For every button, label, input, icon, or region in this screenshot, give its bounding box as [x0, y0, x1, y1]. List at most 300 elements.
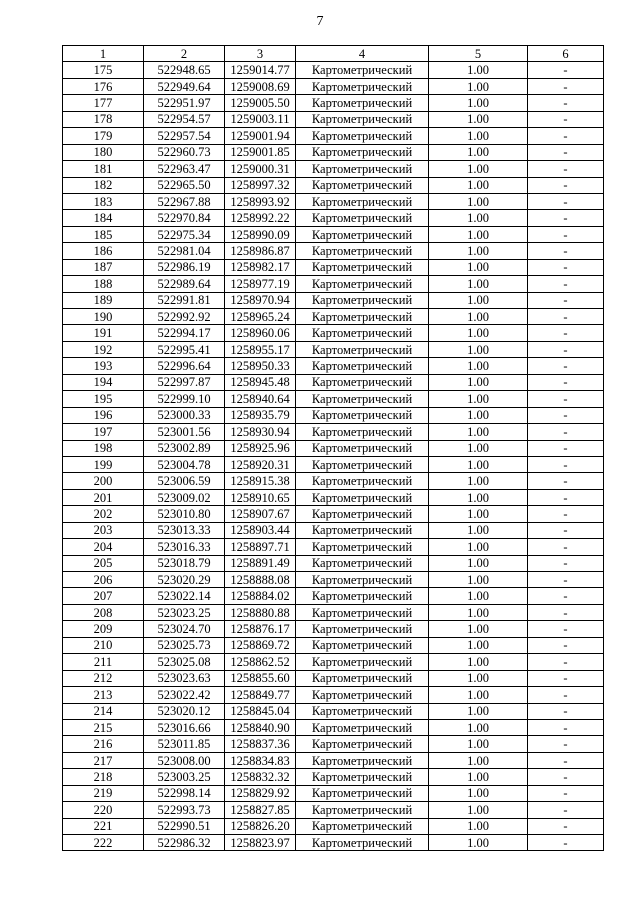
cell-note: -: [528, 835, 604, 851]
cell-x-coordinate: 523025.08: [144, 654, 225, 670]
cell-accuracy: 1.00: [429, 177, 528, 193]
cell-method: Картометрический: [296, 769, 429, 785]
cell-x-coordinate: 522948.65: [144, 62, 225, 78]
cell-accuracy: 1.00: [429, 522, 528, 538]
table-row: [63, 802, 604, 818]
cell-x-coordinate: 523023.25: [144, 604, 225, 620]
cell-accuracy: 1.00: [429, 539, 528, 555]
cell-note: -: [528, 506, 604, 522]
cell-point-number: 187: [63, 259, 144, 275]
cell-x-coordinate: 523000.33: [144, 407, 225, 423]
cell-method: Картометрический: [296, 95, 429, 111]
cell-method: Картометрический: [296, 210, 429, 226]
cell-method: Картометрический: [296, 522, 429, 538]
column-header-x-coordinate: 2: [144, 46, 225, 62]
cell-method: Картометрический: [296, 358, 429, 374]
table-row: [63, 736, 604, 752]
cell-y-coordinate: 1258826.20: [225, 818, 296, 834]
cell-accuracy: 1.00: [429, 637, 528, 653]
cell-note: -: [528, 621, 604, 637]
table-row: [63, 309, 604, 325]
cell-point-number: 199: [63, 456, 144, 472]
cell-note: -: [528, 407, 604, 423]
table-row: [63, 572, 604, 588]
cell-point-number: 185: [63, 226, 144, 242]
cell-method: Картометрический: [296, 588, 429, 604]
cell-x-coordinate: 522951.97: [144, 95, 225, 111]
table-row: [63, 325, 604, 341]
cell-note: -: [528, 226, 604, 242]
cell-x-coordinate: 523009.02: [144, 489, 225, 505]
cell-accuracy: 1.00: [429, 670, 528, 686]
cell-y-coordinate: 1259008.69: [225, 78, 296, 94]
cell-note: -: [528, 276, 604, 292]
cell-y-coordinate: 1258869.72: [225, 637, 296, 653]
cell-point-number: 192: [63, 341, 144, 357]
cell-y-coordinate: 1259003.11: [225, 111, 296, 127]
cell-accuracy: 1.00: [429, 424, 528, 440]
table-row: [63, 555, 604, 571]
cell-point-number: 189: [63, 292, 144, 308]
cell-x-coordinate: 522975.34: [144, 226, 225, 242]
cell-accuracy: 1.00: [429, 309, 528, 325]
cell-y-coordinate: 1258832.32: [225, 769, 296, 785]
cell-x-coordinate: 523023.63: [144, 670, 225, 686]
cell-x-coordinate: 522994.17: [144, 325, 225, 341]
cell-note: -: [528, 424, 604, 440]
cell-x-coordinate: 522960.73: [144, 144, 225, 160]
cell-note: -: [528, 572, 604, 588]
cell-note: -: [528, 473, 604, 489]
cell-point-number: 190: [63, 309, 144, 325]
table-row: [63, 719, 604, 735]
table-row: [63, 210, 604, 226]
cell-accuracy: 1.00: [429, 226, 528, 242]
cell-point-number: 214: [63, 703, 144, 719]
cell-method: Картометрический: [296, 719, 429, 735]
cell-method: Картометрический: [296, 687, 429, 703]
cell-method: Картометрический: [296, 292, 429, 308]
cell-x-coordinate: 522997.87: [144, 374, 225, 390]
table-row: [63, 473, 604, 489]
cell-accuracy: 1.00: [429, 391, 528, 407]
cell-y-coordinate: 1258986.87: [225, 243, 296, 259]
cell-y-coordinate: 1259001.94: [225, 128, 296, 144]
cell-y-coordinate: 1258829.92: [225, 785, 296, 801]
cell-accuracy: 1.00: [429, 621, 528, 637]
cell-method: Картометрический: [296, 670, 429, 686]
table-body: [63, 46, 604, 851]
cell-note: -: [528, 719, 604, 735]
cell-note: -: [528, 111, 604, 127]
cell-accuracy: 1.00: [429, 292, 528, 308]
cell-point-number: 219: [63, 785, 144, 801]
cell-method: Картометрический: [296, 654, 429, 670]
cell-method: Картометрический: [296, 424, 429, 440]
cell-accuracy: 1.00: [429, 243, 528, 259]
cell-accuracy: 1.00: [429, 506, 528, 522]
cell-point-number: 188: [63, 276, 144, 292]
cell-method: Картометрический: [296, 226, 429, 242]
cell-note: -: [528, 539, 604, 555]
cell-note: -: [528, 341, 604, 357]
cell-y-coordinate: 1258880.88: [225, 604, 296, 620]
cell-x-coordinate: 523013.33: [144, 522, 225, 538]
table-row: [63, 687, 604, 703]
column-header-y-coordinate: 3: [225, 46, 296, 62]
table-row: [63, 604, 604, 620]
cell-accuracy: 1.00: [429, 769, 528, 785]
cell-point-number: 181: [63, 161, 144, 177]
cell-point-number: 204: [63, 539, 144, 555]
cell-y-coordinate: 1259001.85: [225, 144, 296, 160]
cell-note: -: [528, 374, 604, 390]
cell-method: Картометрический: [296, 391, 429, 407]
cell-y-coordinate: 1258891.49: [225, 555, 296, 571]
column-header-accuracy: 5: [429, 46, 528, 62]
table-row: [63, 637, 604, 653]
table-row: [63, 703, 604, 719]
cell-accuracy: 1.00: [429, 193, 528, 209]
cell-note: -: [528, 95, 604, 111]
cell-point-number: 215: [63, 719, 144, 735]
table-row: [63, 111, 604, 127]
cell-x-coordinate: 523004.78: [144, 456, 225, 472]
cell-point-number: 182: [63, 177, 144, 193]
cell-note: -: [528, 210, 604, 226]
column-header-method: 4: [296, 46, 429, 62]
cell-point-number: 217: [63, 752, 144, 768]
cell-y-coordinate: 1258940.64: [225, 391, 296, 407]
cell-x-coordinate: 523003.25: [144, 769, 225, 785]
cell-point-number: 200: [63, 473, 144, 489]
cell-method: Картометрический: [296, 161, 429, 177]
cell-note: -: [528, 588, 604, 604]
cell-accuracy: 1.00: [429, 654, 528, 670]
cell-note: -: [528, 259, 604, 275]
cell-method: Картометрический: [296, 456, 429, 472]
page-number: 7: [316, 14, 324, 29]
cell-x-coordinate: 523020.12: [144, 703, 225, 719]
cell-note: -: [528, 736, 604, 752]
cell-point-number: 194: [63, 374, 144, 390]
cell-method: Картометрический: [296, 736, 429, 752]
cell-x-coordinate: 522963.47: [144, 161, 225, 177]
cell-point-number: 212: [63, 670, 144, 686]
cell-point-number: 222: [63, 835, 144, 851]
cell-point-number: 207: [63, 588, 144, 604]
cell-note: -: [528, 670, 604, 686]
cell-accuracy: 1.00: [429, 818, 528, 834]
cell-note: -: [528, 802, 604, 818]
cell-accuracy: 1.00: [429, 276, 528, 292]
cell-x-coordinate: 523010.80: [144, 506, 225, 522]
cell-accuracy: 1.00: [429, 374, 528, 390]
cell-point-number: 213: [63, 687, 144, 703]
cell-method: Картометрический: [296, 703, 429, 719]
cell-accuracy: 1.00: [429, 62, 528, 78]
cell-accuracy: 1.00: [429, 802, 528, 818]
cell-note: -: [528, 325, 604, 341]
cell-method: Картометрический: [296, 62, 429, 78]
table-row: [63, 144, 604, 160]
cell-y-coordinate: 1258965.24: [225, 309, 296, 325]
cell-y-coordinate: 1258884.02: [225, 588, 296, 604]
cell-method: Картометрический: [296, 802, 429, 818]
cell-y-coordinate: 1258950.33: [225, 358, 296, 374]
table-row: [63, 539, 604, 555]
cell-method: Картометрический: [296, 341, 429, 357]
cell-y-coordinate: 1258849.77: [225, 687, 296, 703]
cell-method: Картометрический: [296, 259, 429, 275]
cell-accuracy: 1.00: [429, 78, 528, 94]
cell-y-coordinate: 1258960.06: [225, 325, 296, 341]
cell-note: -: [528, 128, 604, 144]
cell-note: -: [528, 62, 604, 78]
cell-y-coordinate: 1259000.31: [225, 161, 296, 177]
cell-y-coordinate: 1258903.44: [225, 522, 296, 538]
cell-y-coordinate: 1258945.48: [225, 374, 296, 390]
table-row: [63, 522, 604, 538]
cell-note: -: [528, 358, 604, 374]
cell-point-number: 179: [63, 128, 144, 144]
cell-y-coordinate: 1258955.17: [225, 341, 296, 357]
cell-x-coordinate: 523022.14: [144, 588, 225, 604]
cell-x-coordinate: 523022.42: [144, 687, 225, 703]
cell-method: Картометрический: [296, 144, 429, 160]
table-row: [63, 391, 604, 407]
cell-note: -: [528, 292, 604, 308]
column-header-note: 6: [528, 46, 604, 62]
cell-accuracy: 1.00: [429, 687, 528, 703]
cell-note: -: [528, 489, 604, 505]
cell-method: Картометрический: [296, 193, 429, 209]
cell-method: Картометрический: [296, 539, 429, 555]
cell-point-number: 197: [63, 424, 144, 440]
cell-point-number: 218: [63, 769, 144, 785]
cell-accuracy: 1.00: [429, 752, 528, 768]
cell-y-coordinate: 1258888.08: [225, 572, 296, 588]
table-row: [63, 292, 604, 308]
cell-point-number: 220: [63, 802, 144, 818]
cell-accuracy: 1.00: [429, 473, 528, 489]
cell-x-coordinate: 522991.81: [144, 292, 225, 308]
cell-x-coordinate: 522989.64: [144, 276, 225, 292]
cell-point-number: 211: [63, 654, 144, 670]
cell-x-coordinate: 523002.89: [144, 440, 225, 456]
cell-method: Картометрический: [296, 325, 429, 341]
cell-note: -: [528, 78, 604, 94]
cell-accuracy: 1.00: [429, 128, 528, 144]
cell-x-coordinate: 522949.64: [144, 78, 225, 94]
cell-note: -: [528, 769, 604, 785]
cell-accuracy: 1.00: [429, 555, 528, 571]
cell-note: -: [528, 391, 604, 407]
cell-x-coordinate: 523011.85: [144, 736, 225, 752]
cell-method: Картометрический: [296, 555, 429, 571]
cell-point-number: 176: [63, 78, 144, 94]
cell-y-coordinate: 1259014.77: [225, 62, 296, 78]
cell-note: -: [528, 177, 604, 193]
cell-y-coordinate: 1258925.96: [225, 440, 296, 456]
cell-x-coordinate: 522965.50: [144, 177, 225, 193]
cell-method: Картометрический: [296, 637, 429, 653]
cell-x-coordinate: 522992.92: [144, 309, 225, 325]
cell-point-number: 201: [63, 489, 144, 505]
cell-y-coordinate: 1258823.97: [225, 835, 296, 851]
cell-point-number: 180: [63, 144, 144, 160]
table-row: [63, 161, 604, 177]
table-row: [63, 440, 604, 456]
cell-x-coordinate: 522999.10: [144, 391, 225, 407]
cell-accuracy: 1.00: [429, 604, 528, 620]
cell-point-number: 196: [63, 407, 144, 423]
cell-x-coordinate: 523018.79: [144, 555, 225, 571]
cell-x-coordinate: 522986.32: [144, 835, 225, 851]
cell-note: -: [528, 785, 604, 801]
table-row: [63, 424, 604, 440]
table-row: [63, 128, 604, 144]
cell-method: Картометрический: [296, 489, 429, 505]
cell-y-coordinate: 1258840.90: [225, 719, 296, 735]
cell-y-coordinate: 1258992.22: [225, 210, 296, 226]
cell-point-number: 216: [63, 736, 144, 752]
cell-method: Картометрический: [296, 835, 429, 851]
cell-point-number: 203: [63, 522, 144, 538]
cell-y-coordinate: 1258907.67: [225, 506, 296, 522]
table-row: [63, 506, 604, 522]
cell-x-coordinate: 523006.59: [144, 473, 225, 489]
cell-x-coordinate: 522957.54: [144, 128, 225, 144]
cell-x-coordinate: 522995.41: [144, 341, 225, 357]
cell-method: Картометрический: [296, 440, 429, 456]
cell-y-coordinate: 1258876.17: [225, 621, 296, 637]
cell-x-coordinate: 522993.73: [144, 802, 225, 818]
header-row: [63, 46, 604, 62]
cell-accuracy: 1.00: [429, 703, 528, 719]
cell-method: Картометрический: [296, 785, 429, 801]
table-row: [63, 670, 604, 686]
cell-accuracy: 1.00: [429, 736, 528, 752]
cell-point-number: 193: [63, 358, 144, 374]
cell-accuracy: 1.00: [429, 785, 528, 801]
table-row: [63, 818, 604, 834]
cell-accuracy: 1.00: [429, 325, 528, 341]
cell-point-number: 195: [63, 391, 144, 407]
cell-note: -: [528, 555, 604, 571]
cell-note: -: [528, 637, 604, 653]
cell-point-number: 202: [63, 506, 144, 522]
cell-y-coordinate: 1258982.17: [225, 259, 296, 275]
cell-x-coordinate: 523025.73: [144, 637, 225, 653]
cell-x-coordinate: 523016.66: [144, 719, 225, 735]
cell-method: Картометрический: [296, 243, 429, 259]
cell-accuracy: 1.00: [429, 259, 528, 275]
cell-method: Картометрический: [296, 621, 429, 637]
table-row: [63, 588, 604, 604]
table-row: [63, 95, 604, 111]
cell-y-coordinate: 1258834.83: [225, 752, 296, 768]
cell-y-coordinate: 1258977.19: [225, 276, 296, 292]
table-row: [63, 374, 604, 390]
cell-method: Картометрический: [296, 276, 429, 292]
cell-method: Картометрический: [296, 177, 429, 193]
cell-note: -: [528, 456, 604, 472]
table-row: [63, 654, 604, 670]
cell-point-number: 183: [63, 193, 144, 209]
table-row: [63, 752, 604, 768]
table-row: [63, 407, 604, 423]
cell-method: Картометрический: [296, 752, 429, 768]
cell-note: -: [528, 440, 604, 456]
cell-note: -: [528, 522, 604, 538]
cell-point-number: 206: [63, 572, 144, 588]
cell-accuracy: 1.00: [429, 489, 528, 505]
cell-accuracy: 1.00: [429, 572, 528, 588]
cell-y-coordinate: 1258910.65: [225, 489, 296, 505]
cell-note: -: [528, 818, 604, 834]
column-header-point-number: 1: [63, 46, 144, 62]
cell-method: Картометрический: [296, 407, 429, 423]
cell-x-coordinate: 522986.19: [144, 259, 225, 275]
cell-method: Картометрический: [296, 309, 429, 325]
table-row: [63, 62, 604, 78]
cell-y-coordinate: 1258930.94: [225, 424, 296, 440]
cell-y-coordinate: 1259005.50: [225, 95, 296, 111]
cell-accuracy: 1.00: [429, 456, 528, 472]
table-row: [63, 78, 604, 94]
cell-method: Картометрический: [296, 78, 429, 94]
cell-note: -: [528, 703, 604, 719]
cell-accuracy: 1.00: [429, 358, 528, 374]
cell-method: Картометрический: [296, 818, 429, 834]
cell-y-coordinate: 1258935.79: [225, 407, 296, 423]
table-row: [63, 226, 604, 242]
cell-y-coordinate: 1258920.31: [225, 456, 296, 472]
cell-y-coordinate: 1258993.92: [225, 193, 296, 209]
cell-note: -: [528, 144, 604, 160]
table-row: [63, 489, 604, 505]
cell-point-number: 177: [63, 95, 144, 111]
cell-accuracy: 1.00: [429, 111, 528, 127]
cell-y-coordinate: 1258837.36: [225, 736, 296, 752]
cell-method: Картометрический: [296, 506, 429, 522]
cell-accuracy: 1.00: [429, 341, 528, 357]
cell-method: Картометрический: [296, 374, 429, 390]
cell-accuracy: 1.00: [429, 95, 528, 111]
cell-x-coordinate: 523001.56: [144, 424, 225, 440]
cell-accuracy: 1.00: [429, 407, 528, 423]
cell-note: -: [528, 752, 604, 768]
cell-accuracy: 1.00: [429, 144, 528, 160]
cell-point-number: 184: [63, 210, 144, 226]
table-row: [63, 259, 604, 275]
cell-point-number: 221: [63, 818, 144, 834]
cell-method: Картометрический: [296, 128, 429, 144]
cell-y-coordinate: 1258827.85: [225, 802, 296, 818]
cell-point-number: 205: [63, 555, 144, 571]
table-row: [63, 193, 604, 209]
cell-x-coordinate: 522954.57: [144, 111, 225, 127]
cell-point-number: 191: [63, 325, 144, 341]
table-row: [63, 769, 604, 785]
cell-note: -: [528, 193, 604, 209]
cell-note: -: [528, 654, 604, 670]
cell-y-coordinate: 1258897.71: [225, 539, 296, 555]
table-row: [63, 341, 604, 357]
cell-y-coordinate: 1258970.94: [225, 292, 296, 308]
cell-method: Картометрический: [296, 572, 429, 588]
